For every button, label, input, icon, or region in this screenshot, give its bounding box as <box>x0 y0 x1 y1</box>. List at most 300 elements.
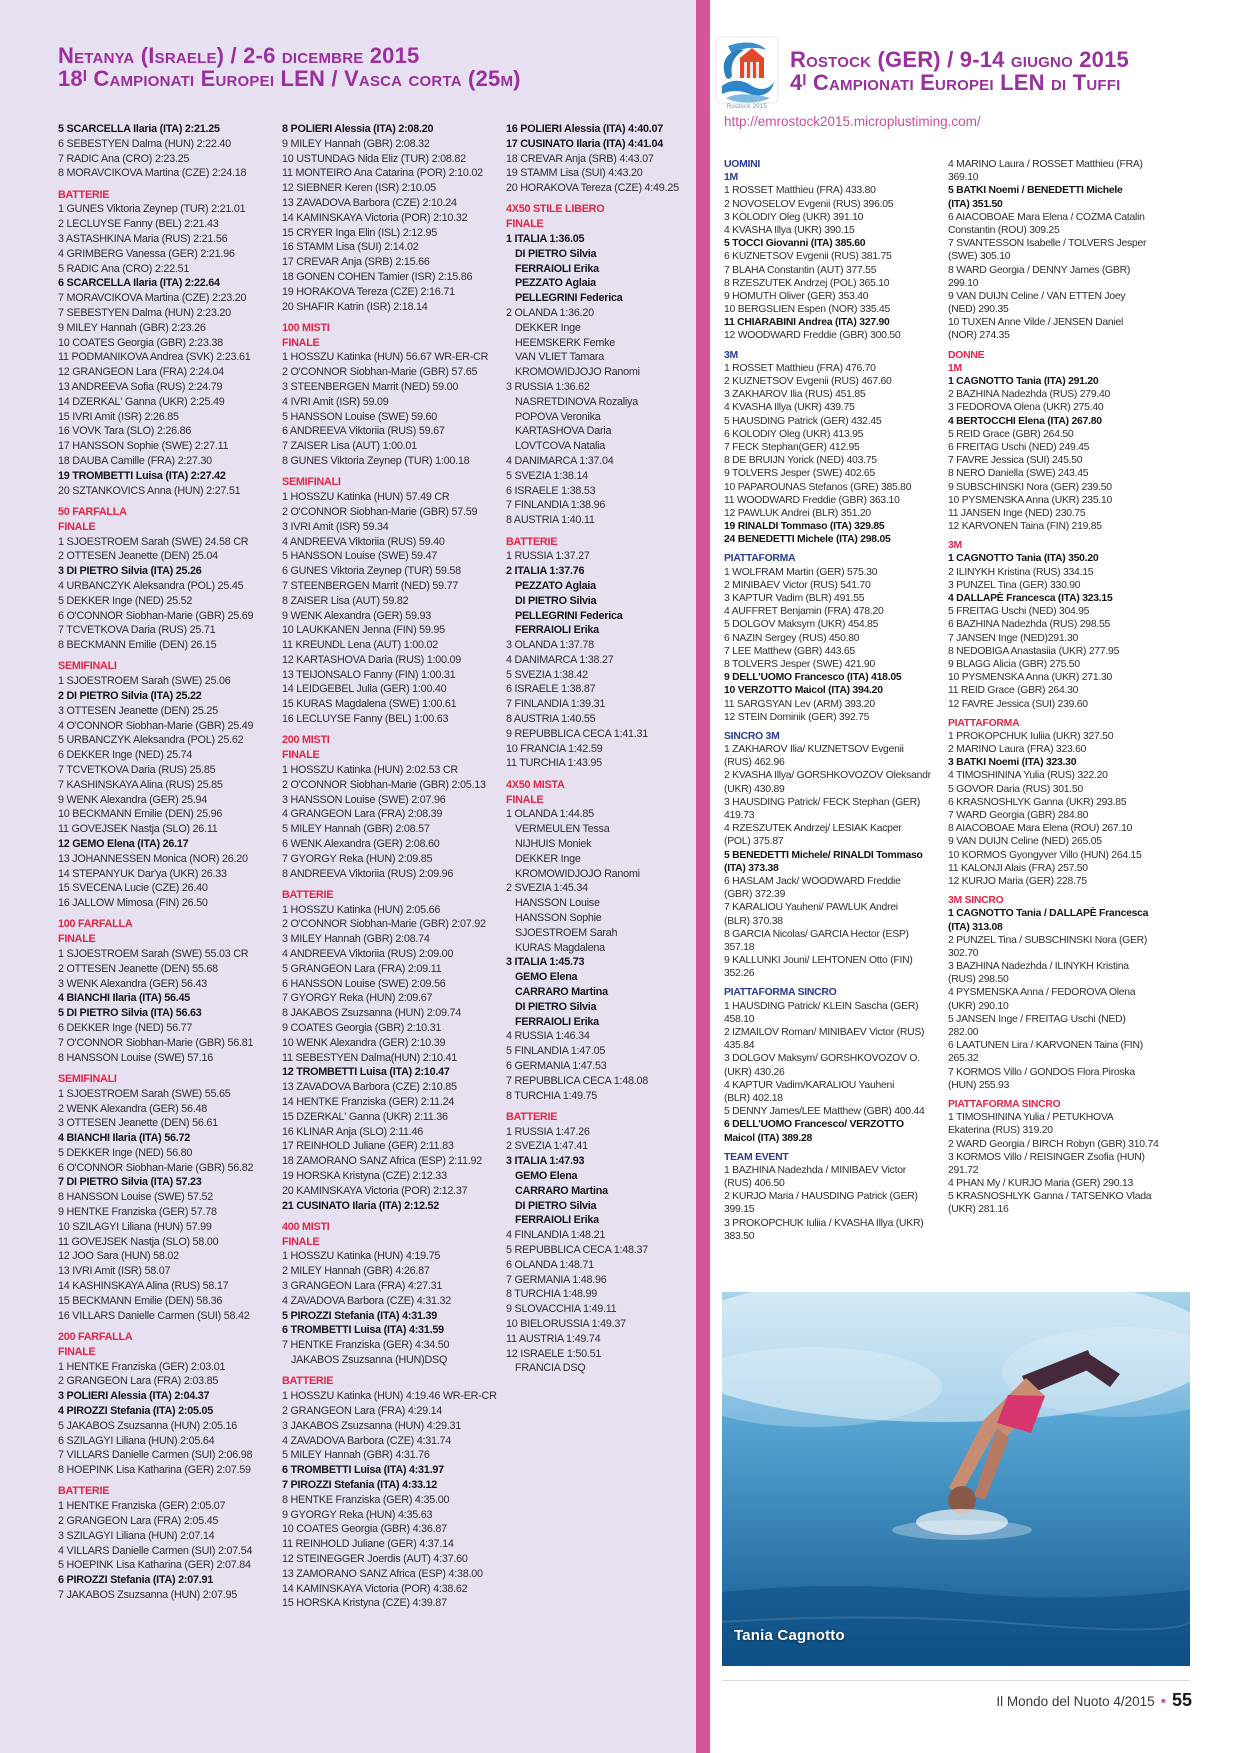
section-header: 1M <box>724 172 738 184</box>
result-line: 12 STEIN Dominik (GER) 392.75 <box>724 711 870 723</box>
result-line: 1 CAGNOTTO Tania (ITA) 350.20 <box>948 553 1099 565</box>
section-header: BATTERIE <box>506 1110 558 1123</box>
result-line: 9 HOMUTH Oliver (GER) 353.40 <box>724 290 869 302</box>
result-line: 16 VOVK Tara (SLO) 2:26.86 <box>58 425 192 438</box>
result-line: 4 ANDREEVA Viktoriia (RUS) 59.40 <box>282 535 445 548</box>
result-line: 12 GRANGEON Lara (FRA) 2:24.04 <box>58 366 224 379</box>
section-header: FINALE <box>58 520 96 533</box>
result-line: 3 STEENBERGEN Marrit (NED) 59.00 <box>282 381 459 394</box>
result-line: 399.15 <box>724 1204 755 1216</box>
result-line: 6 SEBESTYEN Dalma (HUN) 2:22.40 <box>58 137 231 150</box>
result-line: 6 KUZNETSOV Evgenii (RUS) 381.75 <box>724 251 892 263</box>
result-line: 5 BENEDETTI Michele/ RINALDI Tommaso <box>724 849 923 861</box>
result-line: NASRETDINOVA Rozaliya <box>515 395 638 408</box>
result-line: 13 IVRI Amit (ISR) 58.07 <box>58 1265 171 1278</box>
result-line: 9 KALLUNKI Jouni/ LEHTONEN Otto (FIN) <box>724 955 913 967</box>
result-line: 4 ANDREEVA Viktoriia (RUS) 2:09.00 <box>282 948 454 961</box>
result-line: 3 OLANDA 1:37.78 <box>506 639 594 652</box>
result-line: 2 ILINYKH Kristina (RUS) 334.15 <box>948 566 1094 578</box>
result-line: 11 KREUNDL Lena (AUT) 1:00.02 <box>282 639 438 652</box>
result-line: 7 SEBESTYEN Dalma (HUN) 2:23.20 <box>58 307 231 320</box>
result-line: 6 PIROZZI Stefania (ITA) 2:07.91 <box>58 1574 213 1587</box>
result-line: 12 ISRAELE 1:50.51 <box>506 1347 602 1360</box>
result-line: 1 ROSSET Matthieu (FRA) 433.80 <box>724 185 876 197</box>
result-line: GEMO Elena <box>515 1169 578 1182</box>
result-line: 1 ITALIA 1:36.05 <box>506 233 585 246</box>
result-line: (UKR) 281.16 <box>948 1204 1009 1216</box>
result-line: 5 SCARCELLA Ilaria (ITA) 2:21.25 <box>58 123 220 135</box>
section-header: SEMIFINALI <box>58 1072 117 1085</box>
result-line: DEKKER Inge <box>515 321 581 334</box>
result-line: PEZZATO Aglaia <box>515 277 596 290</box>
result-line: 6 LAATUNEN Lira / KARVONEN Taina (FIN) <box>948 1040 1143 1052</box>
result-line: 8 WARD Georgia / DENNY James (GBR) <box>948 264 1131 276</box>
result-line: 7 GYORGY Reka (HUN) 2:09.67 <box>282 992 433 1005</box>
result-line: 16 JALLOW Mimosa (FIN) 26.50 <box>58 897 208 910</box>
section-header: 3M <box>724 349 738 361</box>
result-line: 369.10 <box>948 172 979 184</box>
result-line: 5 DEKKER Inge (NED) 56.80 <box>58 1146 193 1159</box>
result-line: 3 WENK Alexandra (GER) 56.43 <box>58 977 208 990</box>
result-line: 11 KALONJI Alais (FRA) 257.50 <box>948 862 1088 874</box>
result-line: 7 FINLANDIA 1:38.96 <box>506 499 606 512</box>
result-line: 14 KAMINSKAYA Victoria (POR) 2:10.32 <box>282 211 468 224</box>
result-line: 8 JAKABOS Zsuzsanna (HUN) 2:09.74 <box>282 1007 461 1020</box>
result-line: 20 SZTANKOVICS Anna (HUN) 2:27.51 <box>58 484 241 497</box>
result-line: (RUS) 406.50 <box>724 1178 785 1190</box>
result-line: 3 KORMOS Villo / REISINGER Zsofia (HUN) <box>948 1151 1145 1163</box>
section-header: 1M <box>948 362 962 374</box>
result-line: 1 TIMOSHININA Yulia / PETUKHOVA <box>948 1112 1114 1124</box>
section-header: FINALE <box>58 1345 96 1358</box>
result-line: 13 ZAMORANO SANZ Africa (ESP) 4:38.00 <box>282 1567 483 1580</box>
result-line: 8 NEDOBIGA Anastasiia (UKR) 277.95 <box>948 645 1120 657</box>
result-line: 13 ZAVADOVA Barbora (CZE) 2:10.24 <box>282 196 457 209</box>
result-line: 10 LAUKKANEN Jenna (FIN) 59.95 <box>282 624 445 637</box>
result-line: 3 HANSSON Louise (SWE) 2:07.96 <box>282 793 446 806</box>
result-line: 1 SJOESTROEM Sarah (SWE) 24.58 CR <box>58 535 249 548</box>
result-line: 8 AIACOBOAE Mara Elena (ROU) 267.10 <box>948 823 1133 835</box>
result-line: 6 DELL'UOMO Francesco/ VERZOTTO <box>724 1119 904 1131</box>
result-line: 1 SJOESTROEM Sarah (SWE) 55.65 <box>58 1087 231 1100</box>
section-header: TEAM EVENT <box>724 1151 789 1163</box>
result-line: 8 AUSTRIA 1:40.55 <box>506 713 596 726</box>
result-line: FERRAIOLI Erika <box>515 1015 599 1028</box>
result-line: 1 GUNES Viktoria Zeynep (TUR) 2:21.01 <box>58 203 246 216</box>
result-line: 4 VILLARS Danielle Carmen (SUI) 2:07.54 <box>58 1544 253 1557</box>
result-line: 16 POLIERI Alessia (ITA) 4:40.07 <box>506 123 664 135</box>
result-line: 10 WENK Alexandra (GER) 2:10.39 <box>282 1036 446 1049</box>
result-line: 7 LEE Matthew (GBR) 443.65 <box>724 645 855 657</box>
result-line: 5 HAUSDING Patrick (GER) 432.45 <box>724 415 882 427</box>
result-line: 1 HOSSZU Katinka (HUN) 4:19.46 WR-ER-CR <box>282 1390 497 1403</box>
result-line: DI PIETRO Silvia <box>515 247 597 260</box>
result-line: 14 LEIDGEBEL Julia (GER) 1:00.40 <box>282 683 447 696</box>
result-line: 4 IVRI Amit (ISR) 59.09 <box>282 395 389 408</box>
result-line: 11 MONTEIRO Ana Catarina (POR) 2:10.02 <box>282 167 483 180</box>
result-line: 302.70 <box>948 947 979 959</box>
result-line: CARRARO Martina <box>515 1184 608 1197</box>
result-line: 1 WOLFRAM Martin (GER) 575.30 <box>724 566 878 578</box>
result-line: 15 DZERKAL' Ganna (UKR) 2:11.36 <box>282 1110 448 1123</box>
result-line: 357.18 <box>724 941 755 953</box>
result-line: 11 PODMANIKOVA Andrea (SVK) 2:23.61 <box>58 351 251 364</box>
result-line: 7 KASHINSKAYA Alina (RUS) 25.85 <box>58 778 223 791</box>
result-line: 2 DI PIETRO Silvia (ITA) 25.22 <box>58 689 202 702</box>
result-line: 4 BIANCHI Ilaria (ITA) 56.45 <box>58 992 190 1005</box>
result-line: NIJHUIS Moniek <box>515 837 592 850</box>
result-line: 458.10 <box>724 1013 755 1025</box>
section-header: FINALE <box>282 749 320 762</box>
result-line: KURAS Magdalena <box>515 941 605 954</box>
result-line: 2 PUNZEL Tina / SUBSCHINSKI Nora (GER) <box>948 934 1148 946</box>
result-line: 4 RUSSIA 1:46.34 <box>506 1030 590 1043</box>
results-column-4 <box>724 158 939 1243</box>
result-line: 7 GYORGY Reka (HUN) 2:09.85 <box>282 852 433 865</box>
result-line: 5 HANSSON Louise (SWE) 59.47 <box>282 550 438 563</box>
result-line: 3 FEDOROVA Olena (UKR) 275.40 <box>948 402 1104 414</box>
section-header: FINALE <box>282 336 320 349</box>
diver-photo-illustration <box>722 1292 1190 1666</box>
result-line: PEZZATO Aglaia <box>515 579 596 592</box>
result-line: KROMOWIDJOJO Ranomi <box>515 867 640 880</box>
result-line: 1 CAGNOTTO Tania / DALLAPÈ Francesca <box>948 908 1149 920</box>
result-line: 15 CRYER Inga Elin (ISL) 2:12.95 <box>282 226 438 239</box>
result-line: 11 CHIARABINI Andrea (ITA) 327.90 <box>724 317 890 329</box>
result-line: 3 BAZHINA Nadezhda / ILINYKH Kristina <box>948 961 1129 973</box>
result-line: (POL) 375.87 <box>724 836 784 848</box>
section-header: 4X50 MISTA <box>506 778 565 791</box>
result-line: 12 KARTASHOVA Daria (RUS) 1:00.09 <box>282 653 461 666</box>
result-line: 4 AUFFRET Benjamin (FRA) 478.20 <box>724 606 884 618</box>
result-line: (NOR) 274.35 <box>948 330 1010 342</box>
result-line: 18 CREVAR Anja (SRB) 4:43.07 <box>506 152 654 165</box>
result-line: 8 AUSTRIA 1:40.11 <box>506 514 595 527</box>
result-line: 1 OLANDA 1:44.85 <box>506 808 594 821</box>
result-line: 3 PROKOPCHUK Iuliia / KVASHA Illya (UKR) <box>724 1217 924 1229</box>
result-line: 6 HASLAM Jack/ WOODWARD Freddie <box>724 875 901 887</box>
result-line: 1 PROKOPCHUK Iuliia (UKR) 327.50 <box>948 730 1114 742</box>
result-line: KROMOWIDJOJO Ranomi <box>515 366 640 379</box>
result-line: 5 SVEZIA 1:38.14 <box>506 469 588 482</box>
result-line: 435.84 <box>724 1040 755 1052</box>
section-header: PIATTAFORMA <box>724 553 796 565</box>
result-line: 5 URBANCZYK Aleksandra (POL) 25.62 <box>58 734 244 747</box>
results-column-3 <box>506 122 724 1376</box>
result-line: 7 HENTKE Franziska (GER) 4:34.50 <box>282 1339 450 1352</box>
result-line: 14 STEPANYUK Dar'ya (UKR) 26.33 <box>58 867 227 880</box>
result-line: 10 FRANCIA 1:42.59 <box>506 742 603 755</box>
result-line: 8 GARCIA Nicolas/ GARCIA Hector (ESP) <box>724 928 909 940</box>
result-line: 19 TROMBETTI Luisa (ITA) 2:27.42 <box>58 469 226 482</box>
section-header: BATTERIE <box>282 888 334 901</box>
result-line: 14 DZERKAL' Ganna (UKR) 2:25.49 <box>58 395 225 408</box>
result-line: 1 HOSSZU Katinka (HUN) 4:19.75 <box>282 1250 441 1263</box>
result-line: 17 CREVAR Anja (SRB) 2:15.66 <box>282 256 430 269</box>
result-line: 9 WENK Alexandra (GER) 25.94 <box>58 793 208 806</box>
result-line: (HUN) 255.93 <box>948 1079 1010 1091</box>
result-line: 10 TUXEN Anne Vilde / JENSEN Daniel <box>948 317 1124 329</box>
result-line: 5 BATKI Noemi / BENEDETTI Michele <box>948 185 1123 197</box>
result-line: 11 AUSTRIA 1:49.74 <box>506 1332 601 1345</box>
result-line: 6 O'CONNOR Siobhan-Marie (GBR) 25.69 <box>58 609 254 622</box>
result-line: 10 BERGSLIEN Espen (NOR) 335.45 <box>724 304 891 316</box>
result-line: 6 TROMBETTI Luisa (ITA) 4:31.97 <box>282 1464 444 1477</box>
result-line: 20 KAMINSKAYA Victoria (POR) 2:12.37 <box>282 1184 468 1197</box>
results-column-2 <box>282 122 500 1611</box>
result-line: 8 TURCHIA 1:48.99 <box>506 1288 597 1301</box>
result-line: HEEMSKERK Femke <box>515 336 616 349</box>
result-line: 299.10 <box>948 277 979 289</box>
result-line: 3 ZAKHAROV Ilia (RUS) 451.85 <box>724 389 866 401</box>
result-line: 7 REPUBBLICA CECA 1:48.08 <box>506 1074 648 1087</box>
result-line: 11 REINHOLD Juliane (GER) 4:37.14 <box>282 1538 454 1551</box>
result-line: 6 SCARCELLA Ilaria (ITA) 2:22.64 <box>58 277 220 290</box>
result-line: 3 IVRI Amit (ISR) 59.34 <box>282 520 389 533</box>
result-line: 3 DI PIETRO Silvia (ITA) 25.26 <box>58 565 202 578</box>
result-line: 2 LECLUYSE Fanny (BEL) 2:21.43 <box>58 218 219 231</box>
result-line: 6 GUNES Viktoria Zeynep (TUR) 59.58 <box>282 565 461 578</box>
rostock-logo-caption: Rostock 2015 <box>726 104 768 110</box>
result-line: 3 OTTESEN Jeanette (DEN) 25.25 <box>58 704 218 717</box>
result-line: 3 PUNZEL Tina (GER) 330.90 <box>948 579 1081 591</box>
result-line: 9 SLOVACCHIA 1:49.11 <box>506 1303 617 1316</box>
result-line: 4 BIANCHI Ilaria (ITA) 56.72 <box>58 1132 190 1145</box>
result-line: 4 DANIMARCA 1:38.27 <box>506 653 614 666</box>
result-line: 12 PAWLUK Andrei (BLR) 351.20 <box>724 507 871 519</box>
result-line: 383.50 <box>724 1230 755 1242</box>
footer-bullet: • <box>1160 1693 1166 1710</box>
result-line: VAN VLIET Tamara <box>515 351 605 364</box>
result-line: POPOVA Veronika <box>515 410 601 423</box>
result-line: 8 RZESZUTEK Andrzej (POL) 365.10 <box>724 277 890 289</box>
result-line: 5 HANSSON Louise (SWE) 59.60 <box>282 410 438 423</box>
result-line: 10 COATES Georgia (GBR) 2:23.38 <box>58 336 223 349</box>
result-line: 6 GERMANIA 1:47.53 <box>506 1059 607 1072</box>
result-line: DEKKER Inge <box>515 852 581 865</box>
result-line: 7 FINLANDIA 1:39.31 <box>506 698 606 711</box>
result-line: 7 PIROZZI Stefania (ITA) 4:33.12 <box>282 1478 437 1491</box>
result-line: 2 WENK Alexandra (GER) 56.48 <box>58 1102 208 1115</box>
result-line: 10 PYSMENSKA Anna (UKR) 235.10 <box>948 494 1113 506</box>
result-line: (ITA) 313.08 <box>948 921 1003 933</box>
result-line: 3 GRANGEON Lara (FRA) 4:27.31 <box>282 1280 443 1293</box>
result-line: 3 ITALIA 1:47.93 <box>506 1155 585 1168</box>
result-line: 11 JANSEN Inge (NED) 230.75 <box>948 507 1086 519</box>
section-header: UOMINI <box>724 159 761 170</box>
result-line: 20 SHAFIR Katrin (ISR) 2:18.14 <box>282 300 428 313</box>
result-line: 11 GOVEJSEK Nastja (SLO) 26.11 <box>58 823 218 836</box>
rostock-title-line1: Rostock (GER) / 9-14 giugno 2015 <box>790 47 1129 72</box>
result-line: 2 KURJO Maria / HAUSDING Patrick (GER) <box>724 1191 918 1203</box>
result-line: 3 ITALIA 1:45.73 <box>506 956 585 969</box>
result-line: 19 HORAKOVA Tereza (CZE) 2:16.71 <box>282 285 455 298</box>
result-line: (NED) 290.35 <box>948 304 1009 316</box>
result-line: 14 KASHINSKAYA Alina (RUS) 58.17 <box>58 1280 229 1293</box>
result-line: 5 DENNY James/LEE Matthew (GBR) 400.44 <box>724 1106 925 1118</box>
result-line: 9 GYORGY Reka (HUN) 4:35.63 <box>282 1508 433 1521</box>
result-line: 2 MARINO Laura (FRA) 323.60 <box>948 744 1087 756</box>
result-line: 4 KAPTUR Vadim/KARALIOU Yauheni <box>724 1079 895 1091</box>
result-line: 7 STEENBERGEN Marrit (NED) 59.77 <box>282 579 459 592</box>
result-line: 6 KOLODIY Oleg (UKR) 413.95 <box>724 428 864 440</box>
result-line: 1 HENTKE Franziska (GER) 2:03.01 <box>58 1360 226 1373</box>
result-line: 6 BAZHINA Nadezhda (RUS) 298.55 <box>948 619 1111 631</box>
result-line: (RUS) 462.96 <box>724 757 785 769</box>
result-line: 1 HENTKE Franziska (GER) 2:05.07 <box>58 1500 226 1513</box>
section-header: FINALE <box>506 218 544 231</box>
result-line: 9 WENK Alexandra (GER) 59.93 <box>282 609 432 622</box>
result-line: 5 RADIC Ana (CRO) 2:22.51 <box>58 262 190 275</box>
result-line: 2 IZMAILOV Roman/ MINIBAEV Victor (RUS) <box>724 1027 925 1038</box>
result-line: 12 JOO Sara (HUN) 58.02 <box>58 1250 179 1263</box>
result-line: 7 KORMOS Villo / GONDOS Flora Piroska <box>948 1066 1135 1078</box>
result-line: 14 HENTKE Franziska (GER) 2:11.24 <box>282 1096 455 1108</box>
rostock-title-line2: 4ᴵ Campionati Europei LEN di Tuffi <box>790 70 1121 95</box>
result-line: 8 TURCHIA 1:49.75 <box>506 1089 597 1102</box>
result-line: DI PIETRO Silvia <box>515 1000 597 1013</box>
result-line: 4 O'CONNOR Siobhan-Marie (GBR) 25.49 <box>58 719 254 732</box>
result-line: 282.00 <box>948 1027 979 1038</box>
result-line: 7 JAKABOS Zsuzsanna (HUN) 2:07.95 <box>58 1589 237 1601</box>
result-line: (ITA) 373.38 <box>724 862 779 874</box>
result-line: 12 WOODWARD Freddie (GBR) 300.50 <box>724 330 901 342</box>
result-line: 1 ZAKHAROV Ilia/ KUZNETSOV Evgenii <box>724 744 904 756</box>
result-line: 15 KURAS Magdalena (SWE) 1:00.61 <box>282 698 457 711</box>
result-line: 5 GOVOR Daria (RUS) 301.50 <box>948 783 1083 795</box>
result-line: 4 GRANGEON Lara (FRA) 2:08.39 <box>282 808 443 821</box>
result-line: 3 MILEY Hannah (GBR) 2:08.74 <box>282 933 430 946</box>
magazine-name: Il Mondo del Nuoto 4/2015 <box>996 1694 1155 1709</box>
result-line: 18 GONEN COHEN Tamier (ISR) 2:15.86 <box>282 270 473 283</box>
result-line: 4 KVASHA Illya (UKR) 390.15 <box>724 224 855 236</box>
result-line: (SWE) 305.10 <box>948 251 1011 263</box>
result-line: 2 O'CONNOR Siobhan-Marie (GBR) 2:05.13 <box>282 778 486 791</box>
result-line: 4 DANIMARCA 1:37.04 <box>506 455 614 468</box>
result-line: 7 GERMANIA 1:48.96 <box>506 1273 607 1286</box>
result-line: 10 COATES Georgia (GBR) 4:36.87 <box>282 1523 447 1536</box>
result-line: 1 HOSSZU Katinka (HUN) 57.49 CR <box>282 491 450 504</box>
section-header: SEMIFINALI <box>282 476 341 489</box>
section-header: 50 FARFALLA <box>58 505 127 518</box>
result-line: 4 ZAVADOVA Barbora (CZE) 4:31.74 <box>282 1434 452 1447</box>
result-line: 5 DI PIETRO Silvia (ITA) 56.63 <box>58 1007 202 1020</box>
result-line: 5 TOCCI Giovanni (ITA) 385.60 <box>724 238 866 250</box>
result-line: FERRAIOLI Erika <box>515 262 599 275</box>
result-line: 12 GEMO Elena (ITA) 26.17 <box>58 837 189 850</box>
result-line: 9 VAN DUIJN Celine / VAN ETTEN Joey <box>948 290 1126 302</box>
result-line: 20 HORAKOVA Tereza (CZE) 4:49.25 <box>506 182 679 195</box>
result-line: 1 HAUSDING Patrick/ KLEIN Sascha (GER) <box>724 1000 919 1012</box>
result-line: 4 ZAVADOVA Barbora (CZE) 4:31.32 <box>282 1294 452 1307</box>
result-line: 7 TCVETKOVA Daria (RUS) 25.71 <box>58 624 216 637</box>
result-line: Maicol (ITA) 389.28 <box>724 1132 813 1144</box>
result-line: 6 OLANDA 1:48.71 <box>506 1258 594 1271</box>
section-header: PIATTAFORMA <box>948 717 1020 729</box>
result-line: 2 O'CONNOR Siobhan-Marie (GBR) 2:07.92 <box>282 918 486 931</box>
result-line: 4 FINLANDIA 1:48.21 <box>506 1229 606 1242</box>
result-line: 1 BAZHINA Nadezhda / MINIBAEV Victor <box>724 1164 906 1176</box>
result-line: 10 SZILAGYI Liliana (HUN) 57.99 <box>58 1220 212 1233</box>
result-line: 8 HOEPINK Lisa Katharina (GER) 2:07.59 <box>58 1464 251 1477</box>
section-header: FINALE <box>58 933 96 946</box>
result-line: 5 MILEY Hannah (GBR) 4:31.76 <box>282 1449 430 1462</box>
result-line: 1 HOSSZU Katinka (HUN) 2:02.53 CR <box>282 763 458 776</box>
result-line: 3 KOLODIY Oleg (UKR) 391.10 <box>724 211 864 223</box>
result-line: 7 VILLARS Danielle Carmen (SUI) 2:06.98 <box>58 1449 253 1462</box>
section-header: SEMIFINALI <box>58 660 117 673</box>
result-line: 8 ANDREEVA Viktoriia (RUS) 2:09.96 <box>282 867 454 880</box>
results-url-link[interactable]: http://emrostock2015.microplustiming.com/ <box>724 114 981 129</box>
result-line: 7 SVANTESSON Isabelle / TOLVERS Jesper <box>948 238 1147 250</box>
result-line: (BLR) 370.38 <box>724 915 783 927</box>
section-header: 4X50 STILE LIBERO <box>506 203 605 216</box>
result-line: 5 KRASNOSHLYK Ganna / TATSENKO Vlada <box>948 1191 1152 1203</box>
result-line: 6 FREITAG Uschi (NED) 249.45 <box>948 441 1090 453</box>
result-line: 19 RINALDI Tommaso (ITA) 329.85 <box>724 521 885 533</box>
result-line: 2 OTTESEN Jeanette (DEN) 55.68 <box>58 962 218 975</box>
result-line: 15 SVECENA Lucie (CZE) 26.40 <box>58 882 208 895</box>
result-line: 9 BLAGG Alicia (GBR) 275.50 <box>948 658 1080 670</box>
result-line: 3 HAUSDING Patrick/ FECK Stephan (GER) <box>724 796 921 808</box>
result-line: 4 DALLAPÈ Francesca (ITA) 323.15 <box>948 593 1113 604</box>
result-line: 9 HENTKE Franziska (GER) 57.78 <box>58 1206 217 1219</box>
section-header: PIATTAFORMA SINCRO <box>948 1098 1061 1110</box>
result-line: 8 ZAISER Lisa (AUT) 59.82 <box>282 594 409 607</box>
result-line: 17 REINHOLD Juliane (GER) 2:11.83 <box>282 1140 454 1153</box>
result-line: 5 MILEY Hannah (GBR) 2:08.57 <box>282 823 430 836</box>
netanya-title-line2: 18ᴵ Campionati Europei LEN / Vasca corta (25m) <box>58 66 521 91</box>
result-line: 7 O'CONNOR Siobhan-Marie (GBR) 56.81 <box>58 1036 254 1049</box>
result-line: 2 GRANGEON Lara (FRA) 4:29.14 <box>282 1404 443 1417</box>
result-line: 12 KURJO Maria (GER) 228.75 <box>948 875 1087 887</box>
section-header: 3M <box>948 540 962 552</box>
result-line: 3 ASTASHKINA Maria (RUS) 2:21.56 <box>58 233 228 246</box>
section-header: DONNE <box>948 349 985 361</box>
result-line: 2 OTTESEN Jeanette (DEN) 25.04 <box>58 550 218 563</box>
result-line: 13 ANDREEVA Sofia (RUS) 2:24.79 <box>58 381 223 394</box>
result-line: 2 OLANDA 1:36.20 <box>506 307 594 320</box>
result-line: 1 HOSSZU Katinka (HUN) 2:05.66 <box>282 903 441 916</box>
result-line: 9 DELL'UOMO Francesco (ITA) 418.05 <box>724 672 902 684</box>
result-line: 12 KARVONEN Taina (FIN) 219.85 <box>948 521 1102 533</box>
result-line: 21 CUSINATO Ilaria (ITA) 2:12.52 <box>282 1199 440 1212</box>
result-line: 4 RZESZUTEK Andrzej/ LESIAK Kacper <box>724 823 902 835</box>
result-line: 3 OTTESEN Jeanette (DEN) 56.61 <box>58 1117 218 1130</box>
result-line: (RUS) 298.50 <box>948 974 1009 986</box>
result-line: 3 DOLGOV Maksym/ GORSHKOVOZOV O. <box>724 1053 920 1065</box>
result-line: 4 PIROZZI Stefania (ITA) 2:05.05 <box>58 1404 213 1417</box>
result-line: 10 PYSMENSKA Anna (UKR) 271.30 <box>948 672 1113 684</box>
result-line: 8 MORAVCIKOVA Martina (CZE) 2:24.18 <box>58 167 247 180</box>
result-line: 265.32 <box>948 1053 979 1065</box>
result-line: DI PIETRO Silvia <box>515 594 597 607</box>
photo-caption: Tania Cagnotto <box>734 1627 845 1644</box>
result-line: 2 MINIBAEV Victor (RUS) 541.70 <box>724 579 871 591</box>
result-line: FERRAIOLI Erika <box>515 1214 599 1227</box>
result-line: 4 PYSMENSKA Anna / FEDOROVA Olena <box>948 987 1136 999</box>
result-line: VERMEULEN Tessa <box>515 823 610 836</box>
section-header: FINALE <box>506 793 544 806</box>
result-line: 3 BATKI Noemi (ITA) 323.30 <box>948 757 1077 769</box>
result-line: (ITA) 351.50 <box>948 198 1003 210</box>
result-line: 7 KARALIOU Yauheni/ PAWLUK Andrei <box>724 902 898 914</box>
result-line: 24 BENEDETTI Michele (ITA) 298.05 <box>724 534 891 546</box>
result-line: 7 DI PIETRO Silvia (ITA) 57.23 <box>58 1176 202 1189</box>
result-line: 8 GUNES Viktoria Zeynep (TUR) 1:00.18 <box>282 455 470 468</box>
result-line: 1 ROSSET Matthieu (FRA) 476.70 <box>724 362 876 374</box>
result-line: GEMO Elena <box>515 971 578 984</box>
